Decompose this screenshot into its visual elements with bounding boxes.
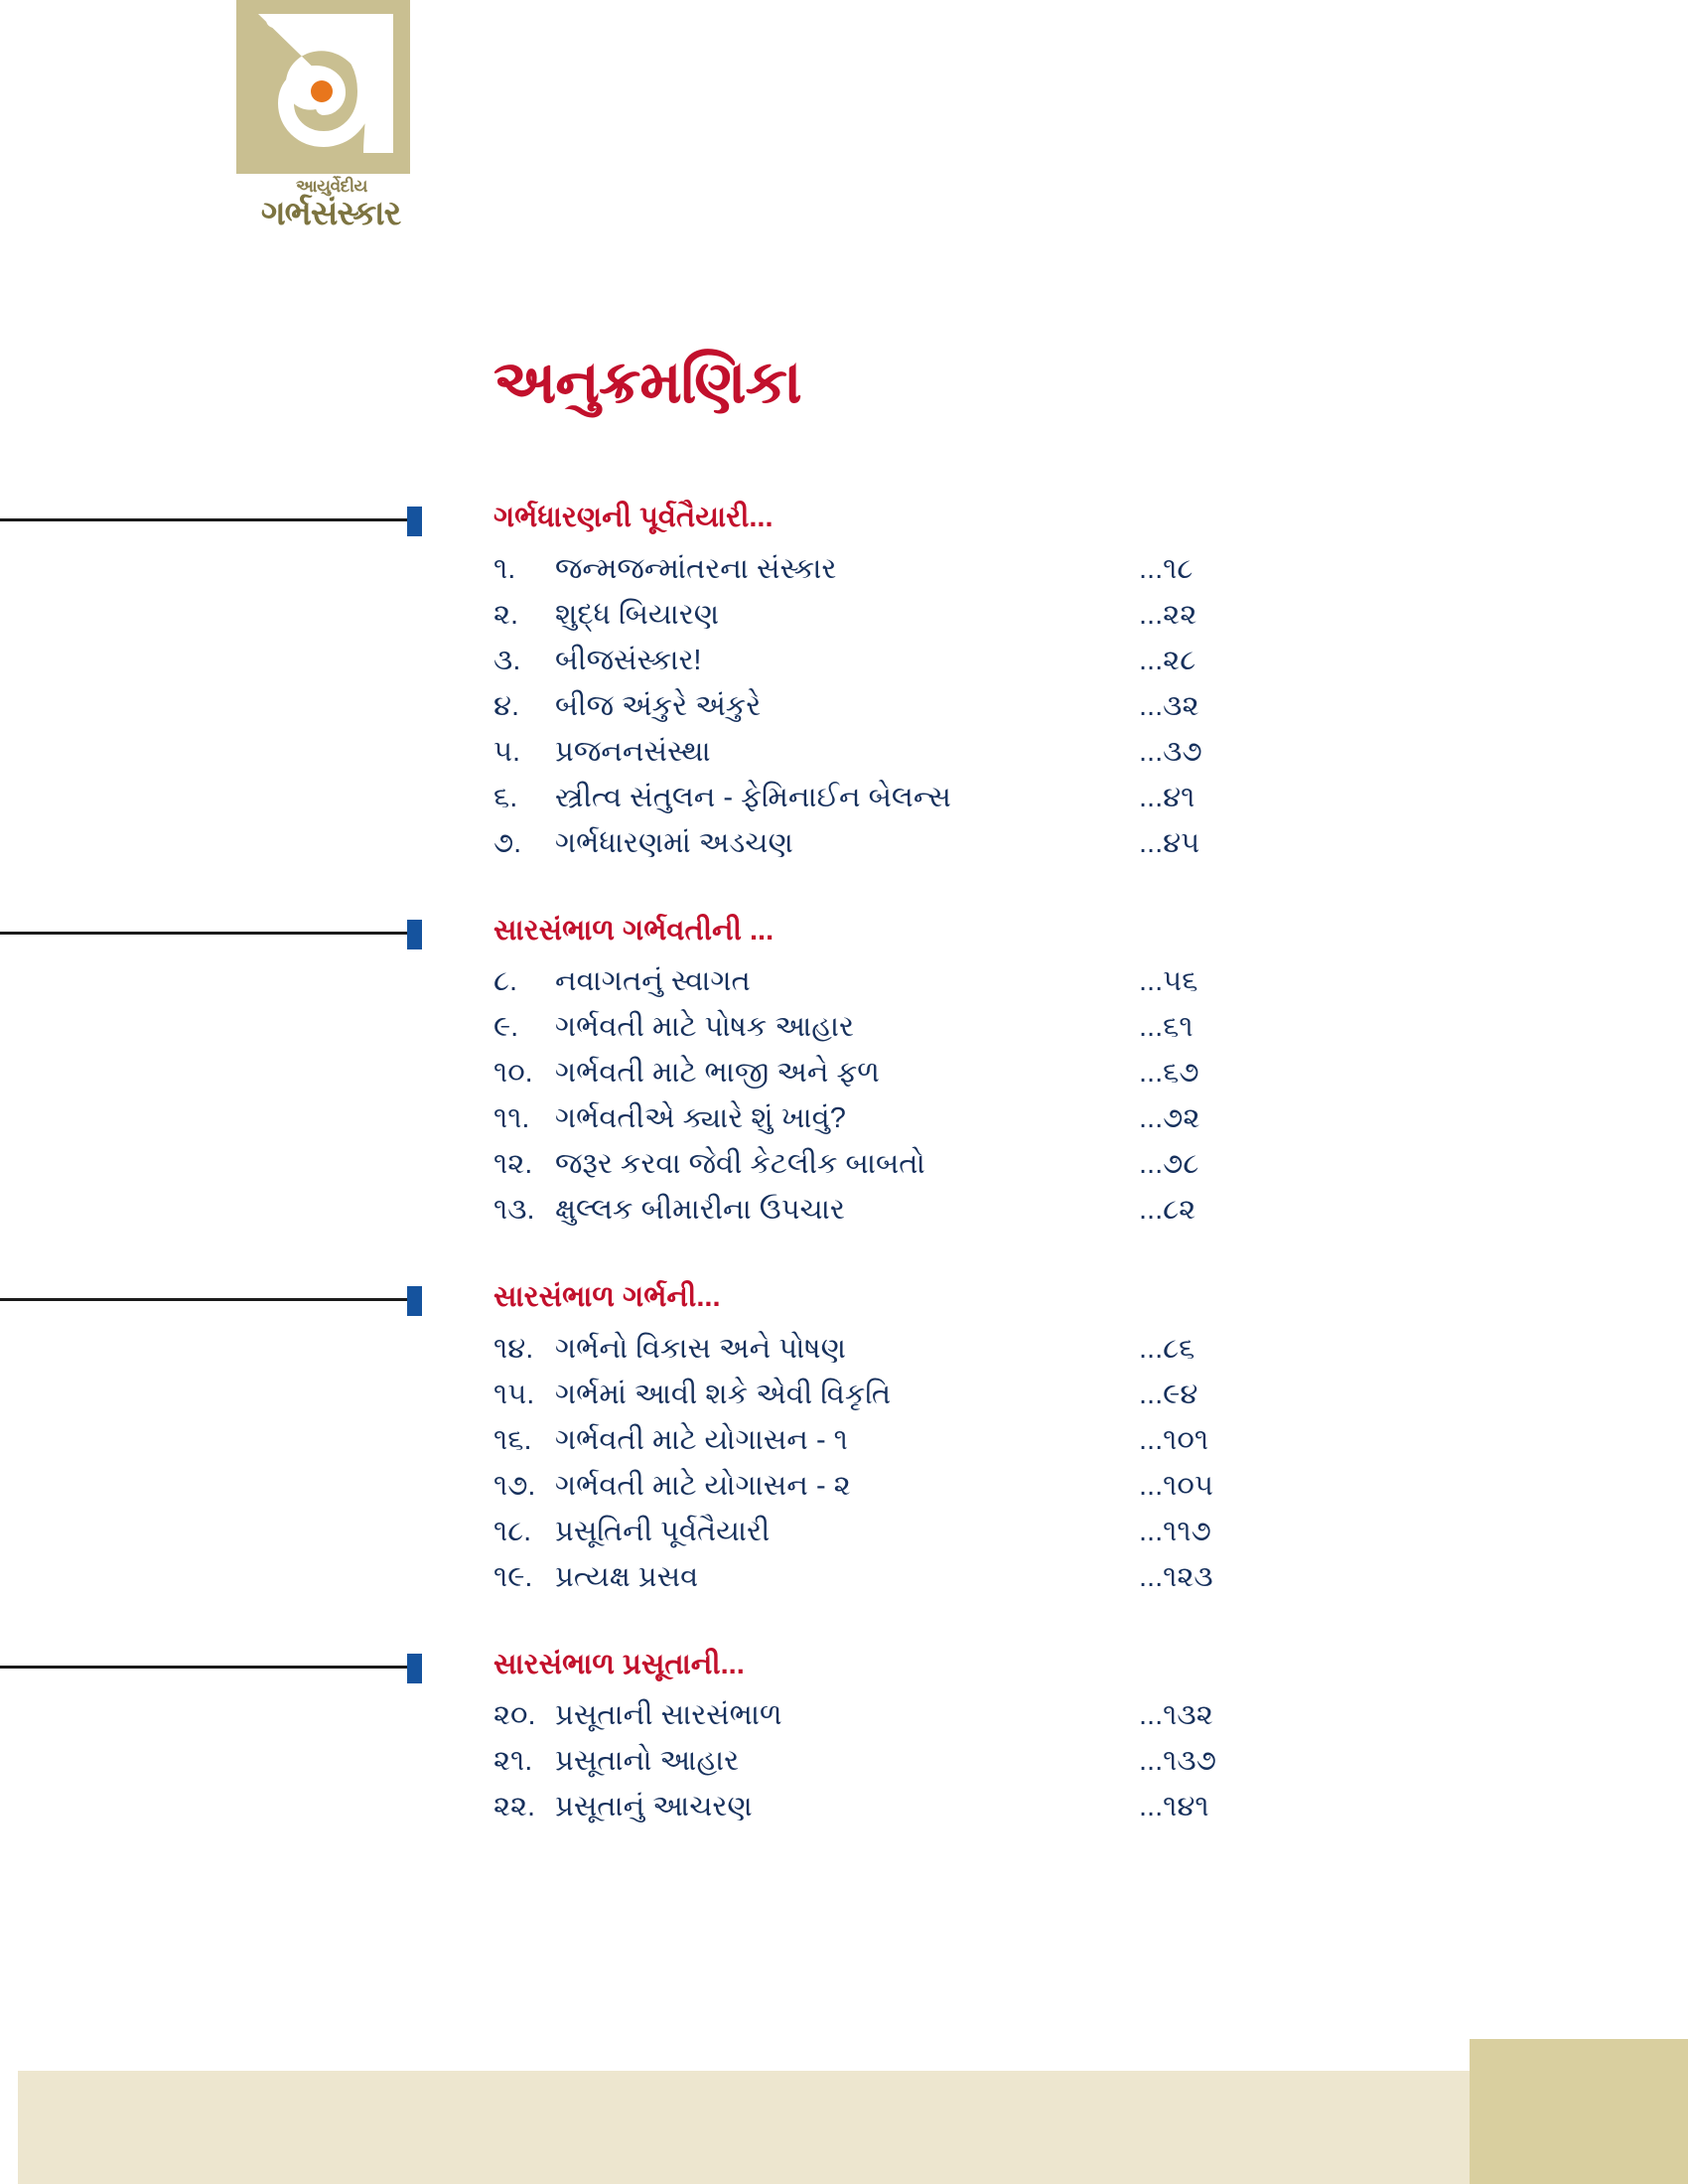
toc-entry-page-number: ...૬૭ xyxy=(1139,1057,1199,1089)
toc-entry-number: ૫. xyxy=(493,735,521,768)
toc-entry-page-number: ...૧૩૭ xyxy=(1139,1745,1216,1777)
toc-entry-page-number: ...૧૮ xyxy=(1139,552,1194,585)
toc-entry-title: પ્રસૂતિની પૂર્વતૈયારી xyxy=(555,1515,771,1547)
toc-entry[interactable] xyxy=(493,1692,1688,1738)
book-logo xyxy=(236,0,425,273)
section-marker xyxy=(407,507,422,536)
toc-entry[interactable] xyxy=(493,1417,1688,1463)
toc-entry[interactable] xyxy=(493,1738,1688,1784)
toc-entry-title: જન્મજન્માંતરના સંસ્કાર xyxy=(555,552,837,585)
toc-entry-number: ૧૩. xyxy=(493,1194,535,1226)
toc-entry-number: ૮. xyxy=(493,965,518,997)
toc-entry-page-number: ...૮૬ xyxy=(1139,1332,1196,1365)
toc-entry-number: ૪. xyxy=(493,689,520,722)
toc-entry[interactable] xyxy=(493,1050,1688,1095)
toc-entry-number: ૭. xyxy=(493,826,522,859)
toc-entry-number: ૧૧. xyxy=(493,1102,530,1134)
toc-entry-page-number: ...૮૨ xyxy=(1139,1194,1196,1226)
toc-entry[interactable] xyxy=(493,1463,1688,1509)
toc-entry[interactable] xyxy=(493,1509,1688,1554)
toc-entry-title: ગર્ભવતી માટે ભાજી અને ફળ xyxy=(555,1057,880,1089)
toc-entry[interactable] xyxy=(493,683,1688,729)
toc-entry-page-number: ...૭૮ xyxy=(1139,1148,1199,1180)
toc-entry-number: ૩. xyxy=(493,644,521,676)
toc-entry-title: જરૂર કરવા જેવી કેટલીક બાબતો xyxy=(555,1148,925,1180)
toc-section xyxy=(0,1276,1688,1600)
toc-entry-number: ૧૦. xyxy=(493,1057,533,1089)
section-marker xyxy=(407,920,422,949)
toc-entry-title: ગર્ભમાં આવી શકે એવી વિકૃતિ xyxy=(555,1378,892,1410)
toc-entry-title: પ્રજનનસંસ્થા xyxy=(555,735,711,768)
toc-entry-number: ૬. xyxy=(493,781,518,813)
logo-caption-small: આયુર્વેદીય xyxy=(296,177,367,196)
toc-entry-page-number: ...૧૦૫ xyxy=(1139,1469,1213,1502)
toc-entry-title: પ્રસૂતાનું આચરણ xyxy=(555,1791,753,1822)
toc-entry-title: ગર્ભવતીએ ક્યારે શું ખાવું? xyxy=(555,1102,846,1134)
toc-entry-page-number: ...૯૪ xyxy=(1139,1378,1198,1410)
toc-entry[interactable] xyxy=(493,638,1688,683)
toc-entry[interactable] xyxy=(493,1141,1688,1187)
toc-entry-page-number: ...૫૬ xyxy=(1139,965,1198,997)
toc-entry-title: ગર્ભધારણમાં અડચણ xyxy=(555,826,793,859)
toc-entry[interactable] xyxy=(493,1095,1688,1141)
toc-entry-page-number: ...૧૪૧ xyxy=(1139,1791,1209,1822)
toc-entry[interactable] xyxy=(493,958,1688,1004)
toc-entry-page-number: ...૪૧ xyxy=(1139,781,1196,813)
toc-entry-number: ૨૦. xyxy=(493,1699,536,1731)
toc-entry-page-number: ...૧૧૭ xyxy=(1139,1515,1211,1547)
toc-section xyxy=(0,497,1688,866)
toc-entry-page-number: ...૩૭ xyxy=(1139,735,1202,768)
toc-entry-page-number: ...૭૨ xyxy=(1139,1102,1200,1134)
toc-entry[interactable] xyxy=(493,1784,1688,1829)
toc-entry-page-number: ...૪૫ xyxy=(1139,826,1200,859)
section-heading: ગર્ભધારણની પૂર્વતૈયારી... xyxy=(493,502,774,533)
section-heading: સારસંભાળ ગર્ભવતીની ... xyxy=(493,914,774,946)
toc-entry-title: શુદ્ધ બિયારણ xyxy=(555,598,720,631)
toc-section xyxy=(0,910,1688,1234)
toc-entry-page-number: ...૧૦૧ xyxy=(1139,1423,1209,1456)
toc-entry[interactable] xyxy=(493,1004,1688,1050)
toc-entry-number: ૧૪. xyxy=(493,1332,534,1365)
section-heading: સારસંભાળ પ્રસૂતાની... xyxy=(493,1648,745,1680)
toc-entry-number: ૧૯. xyxy=(493,1560,533,1593)
toc-entry-title: સ્ત્રીત્વ સંતુલન - ફેમિનાઈન બેલન્સ xyxy=(555,781,951,813)
toc-entry-number: ૨૨. xyxy=(493,1791,536,1822)
toc-entry-page-number: ...૨૮ xyxy=(1139,644,1196,676)
toc-entry-title: ગર્ભનો વિકાસ અને પોષણ xyxy=(555,1332,846,1365)
toc-entry-title: પ્રસૂતાની સારસંભાળ xyxy=(555,1699,782,1731)
section-rule xyxy=(0,1298,415,1301)
toc-entry-number: ૧૫. xyxy=(493,1378,535,1410)
section-rule xyxy=(0,518,415,521)
toc-entry[interactable] xyxy=(493,729,1688,775)
toc-entry-title: બીજ અંકુરે અંકુરે xyxy=(555,689,762,722)
toc-entry-number: ૧૨. xyxy=(493,1148,533,1180)
toc-entry-title: નવાગતનું સ્વાગત xyxy=(555,965,751,997)
section-heading: સારસંભાળ ગર્ભની... xyxy=(493,1281,721,1313)
toc-entry-number: ૧૭. xyxy=(493,1469,536,1502)
section-marker xyxy=(407,1286,422,1316)
toc-entry-title: ગર્ભવતી માટે યોગાસન - ૨ xyxy=(555,1469,851,1502)
toc-entry[interactable] xyxy=(493,1187,1688,1233)
table-of-contents xyxy=(0,497,1688,1873)
spiral-center-dot xyxy=(311,80,333,102)
toc-entry-page-number: ...૧૨૩ xyxy=(1139,1560,1213,1593)
section-rule xyxy=(0,932,415,935)
footer-right-block xyxy=(1470,2039,1688,2184)
toc-entry-number: ૯. xyxy=(493,1011,519,1043)
toc-section xyxy=(0,1644,1688,1830)
toc-entry[interactable] xyxy=(493,1372,1688,1417)
toc-entry-page-number: ...૨૨ xyxy=(1139,598,1197,631)
toc-entry-number: ૧૬. xyxy=(493,1423,532,1456)
toc-entry-title: બીજસંસ્કાર! xyxy=(555,644,702,676)
toc-entry-title: ગર્ભવતી માટે પોષક આહાર xyxy=(555,1011,854,1043)
toc-entry-number: ૧૮. xyxy=(493,1515,532,1547)
toc-entry-number: ૨. xyxy=(493,598,519,631)
toc-entry-title: પ્રસૂતાનો આહાર xyxy=(555,1745,740,1777)
logo-caption-main: ગર્ભસંસ્કાર xyxy=(260,195,401,232)
footer-band xyxy=(0,2071,1688,2184)
toc-entry-page-number: ...૬૧ xyxy=(1139,1011,1194,1043)
toc-entry[interactable] xyxy=(493,820,1688,866)
toc-entry-page-number: ...૧૩૨ xyxy=(1139,1699,1213,1731)
toc-entry[interactable] xyxy=(493,1326,1688,1372)
section-rule xyxy=(0,1666,415,1669)
page-title: અનુક્રમણિકા xyxy=(493,349,801,416)
toc-entry-title: ગર્ભવતી માટે યોગાસન - ૧ xyxy=(555,1423,848,1456)
spiral-icon xyxy=(254,14,393,153)
footer-left-notch xyxy=(0,2071,18,2184)
toc-entry-title: પ્રત્યક્ષ પ્રસવ xyxy=(555,1560,699,1593)
toc-entry-number: ૧. xyxy=(493,552,516,585)
toc-entry[interactable] xyxy=(493,546,1688,592)
toc-entry-title: ક્ષુલ્લક બીમારીના ઉપચાર xyxy=(555,1194,845,1226)
toc-entry[interactable] xyxy=(493,775,1688,820)
toc-entry-page-number: ...૩૨ xyxy=(1139,689,1199,722)
toc-entry[interactable] xyxy=(493,1554,1688,1600)
toc-entry-number: ૨૧. xyxy=(493,1745,533,1777)
toc-entry[interactable] xyxy=(493,592,1688,638)
section-marker xyxy=(407,1654,422,1683)
